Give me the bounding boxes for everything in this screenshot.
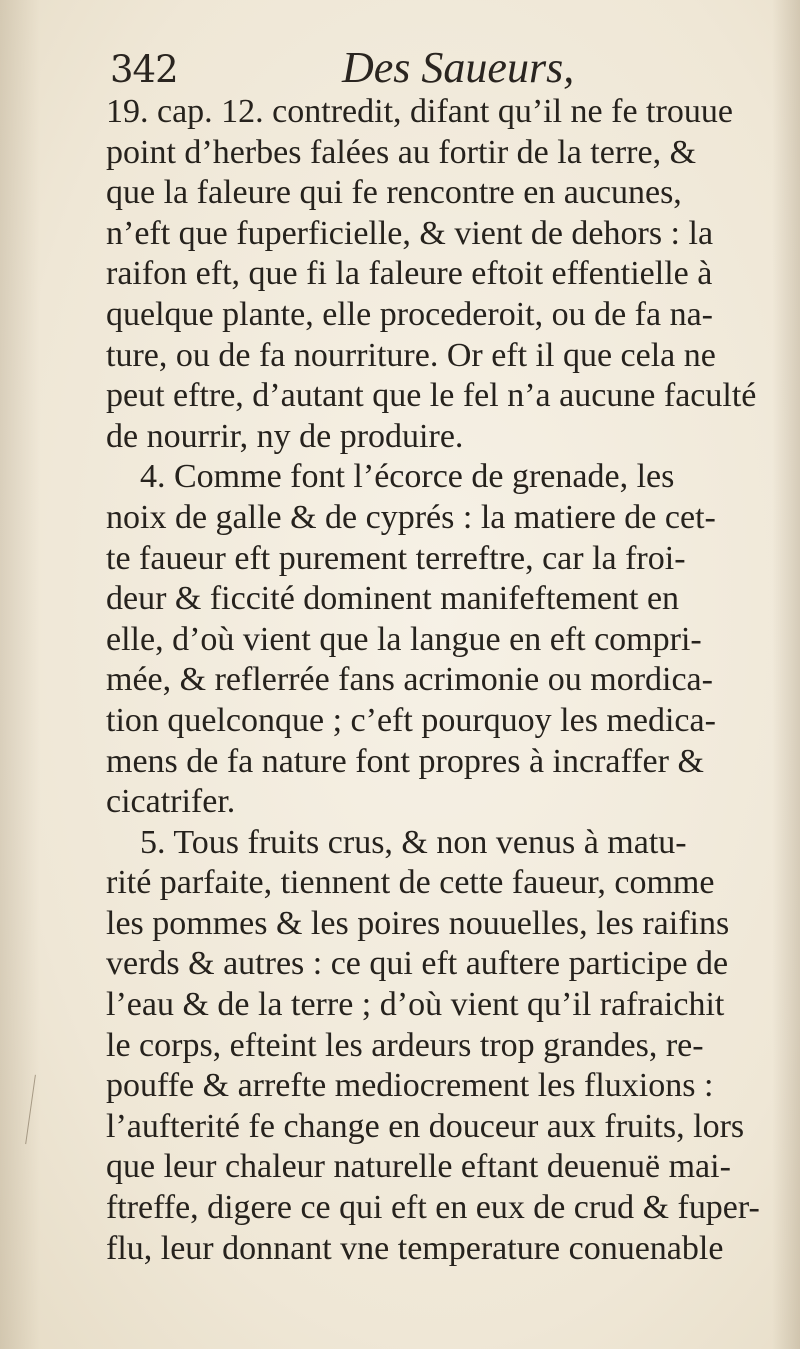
text-line: 5. Tous fruits crus, & non venus à matu- [140, 823, 687, 861]
text-line: te faueur eft purement terreftre, car la froi- [106, 539, 686, 577]
text-line: peut eftre, d’autant que le fel n’a aucune faculté [106, 377, 757, 415]
text-line: que la faleure qui fe rencontre en aucunes, [106, 174, 682, 212]
text-line: ture, ou de fa nourriture. Or eft il que cela ne [106, 336, 716, 374]
running-title: Des Saueurs, [342, 43, 575, 92]
text-line: mée, & reflerrée fans acrimonie ou mordica- [106, 661, 713, 699]
text-line: 4. Comme font l’écorce de grenade, les [140, 458, 675, 496]
text-line: verds & autres : ce qui eft auftere participe de [106, 945, 729, 983]
text-line: rité parfaite, tiennent de cette faueur, comme [106, 864, 715, 902]
text-line: l’eau & de la terre ; d’où vient qu’il rafraichit [106, 986, 725, 1024]
text-line: elle, d’où vient que la langue en eft compri- [106, 620, 702, 658]
text-line: cicatrifer. [106, 783, 236, 821]
text-line: 19. cap. 12. contredit, difant qu’il ne fe trouue [106, 93, 733, 130]
text-line: que leur chaleur naturelle eftant deuenuë mai- [106, 1148, 731, 1186]
margin-pencil-mark [25, 1075, 44, 1146]
text-line: deur & ficcité dominent manifeftement en [106, 580, 680, 618]
text-line: raifon eft, que fi la faleure eftoit effentielle à [106, 255, 713, 293]
text-line: quelque plante, elle procederoit, ou de fa na- [106, 295, 714, 333]
text-line: les pommes & les poires nouuelles, les raifins [106, 904, 730, 942]
text-line: pouffe & arrefte mediocrement les fluxions : [106, 1067, 714, 1105]
text-line: noix de galle & de cyprés : la matiere de cet- [106, 498, 716, 536]
text-line: le corps, efteint les ardeurs trop grandes, re- [106, 1026, 704, 1064]
text-line: mens de fa nature font propres à incraffer & [106, 742, 704, 780]
text-line: tion quelconque ; c’eft pourquoy les medica- [106, 701, 716, 739]
text-line: ftreffe, digere ce qui eft en eux de crud & fuper- [106, 1189, 760, 1227]
text-line: de nourrir, ny de produire. [106, 417, 464, 455]
page-header [110, 40, 750, 100]
text-line: l’aufterité fe change en douceur aux fruits, lors [106, 1107, 745, 1145]
page-number: 342 [110, 48, 178, 91]
text-line: n’eft que fuperficielle, & vient de dehors : la [106, 214, 714, 252]
body-text [106, 92, 800, 1269]
text-line: flu, leur donnant vne temperature conuenable [106, 1229, 724, 1267]
text-line: point d’herbes falées au fortir de la terre, & [106, 133, 697, 171]
